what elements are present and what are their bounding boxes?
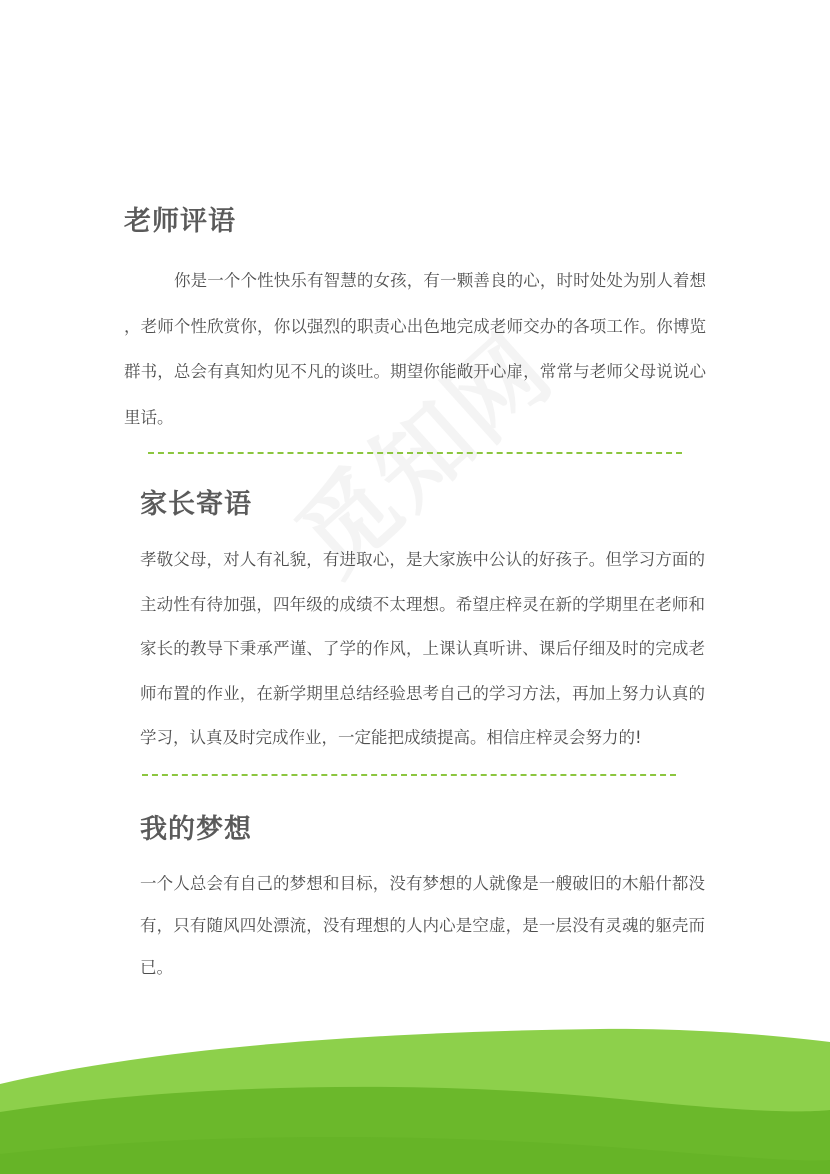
parent-message-title: 家长寄语 <box>140 489 252 520</box>
parent-message-text: 孝敬父母，对人有礼貌，有进取心，是大家族中公认的好孩子。但学习方面的主动性有待加强，四年级的成绩不太理想。希望庄梓灵在新的学期里在老师和家长的教导下秉承严谨、了学的作风，上课认真听讲、课后仔细及时的完成老师布置的作业，在新学期里总结经验思考自己的学习方法，再加上努力认真的学习，认真及时完成作业，一定能把成绩提高。相信庄梓灵会努力的! <box>140 550 705 747</box>
bottom-wave-decoration <box>0 1024 830 1174</box>
divider-2 <box>142 774 676 776</box>
my-dream-title: 我的梦想 <box>140 814 252 845</box>
teacher-comment-title: 老师评语 <box>124 206 236 237</box>
teacher-comment-text: 你是一个个性快乐有智慧的女孩，有一颗善良的心，时时处处为别人着想，老师个性欣赏你，你以强烈的职责心出色地完成老师交办的各项工作。你博览群书，总会有真知灼见不凡的谈吐。期望你能敞开心扉，常常与老师父母说说心里话。 <box>124 271 706 427</box>
divider-1 <box>148 452 682 454</box>
my-dream-text: 一个人总会有自己的梦想和目标，没有梦想的人就像是一艘破旧的木船什都没有，只有随风四处漂流，没有理想的人内心是空虚，是一层没有灵魂的躯壳而已。 <box>140 874 705 977</box>
